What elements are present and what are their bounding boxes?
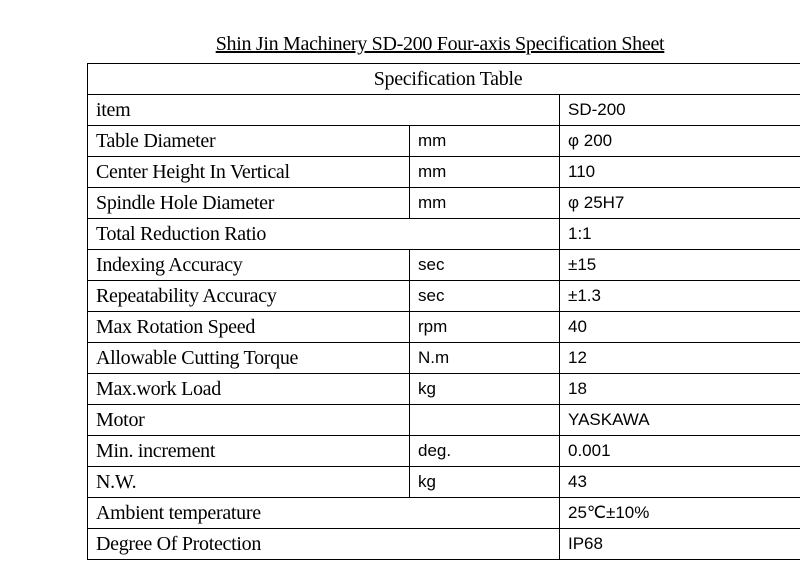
unit-cell: rpm: [410, 312, 560, 343]
value-cell: 25℃±10%: [560, 498, 800, 529]
value-cell: 43: [560, 467, 800, 498]
item-cell: Min. increment: [88, 436, 410, 467]
table-row: [88, 405, 800, 436]
value-cell: YASKAWA: [560, 405, 800, 436]
unit-cell: sec: [410, 281, 560, 312]
item-cell: Motor: [88, 405, 410, 436]
table-row: [88, 436, 800, 467]
item-cell: Center Height In Vertical: [88, 157, 410, 188]
value-cell: 40: [560, 312, 800, 343]
value-cell: ±1.3: [560, 281, 800, 312]
table-row: [88, 281, 800, 312]
value-cell: 12: [560, 343, 800, 374]
value-cell: IP68: [560, 529, 800, 560]
item-cell: Indexing Accuracy: [88, 250, 410, 281]
unit-cell: deg.: [410, 436, 560, 467]
value-cell: 110: [560, 157, 800, 188]
table-row: [88, 188, 800, 219]
value-cell: φ 200: [560, 126, 800, 157]
table-row: [88, 498, 800, 529]
value-cell: 18: [560, 374, 800, 405]
unit-cell: mm: [410, 157, 560, 188]
item-cell: Max.work Load: [88, 374, 410, 405]
table-row: [88, 312, 800, 343]
item-cell: Repeatability Accuracy: [88, 281, 410, 312]
table-caption: Specification Table: [88, 64, 800, 95]
unit-cell: [410, 405, 560, 436]
table-row: [88, 467, 800, 498]
header-item-cell: item: [88, 95, 560, 126]
unit-cell: mm: [410, 126, 560, 157]
item-cell: Degree Of Protection: [88, 529, 560, 560]
unit-cell: sec: [410, 250, 560, 281]
table-caption-row: [88, 64, 800, 95]
table-header-row: [88, 95, 800, 126]
item-cell: Spindle Hole Diameter: [88, 188, 410, 219]
value-cell: ±15: [560, 250, 800, 281]
unit-cell: mm: [410, 188, 560, 219]
item-cell: Allowable Cutting Torque: [88, 343, 410, 374]
item-cell: Table Diameter: [88, 126, 410, 157]
specification-table: [87, 63, 800, 560]
value-cell: φ 25H7: [560, 188, 800, 219]
item-cell: N.W.: [88, 467, 410, 498]
value-cell: 0.001: [560, 436, 800, 467]
unit-cell: kg: [410, 467, 560, 498]
item-cell: Total Reduction Ratio: [88, 219, 560, 250]
unit-cell: N.m: [410, 343, 560, 374]
table-row: [88, 343, 800, 374]
table-row: [88, 374, 800, 405]
header-model-cell: SD-200: [560, 95, 800, 126]
table-row: [88, 157, 800, 188]
item-cell: Max Rotation Speed: [88, 312, 410, 343]
sheet-title: Shin Jin Machinery SD-200 Four-axis Specification Sheet: [215, 33, 665, 55]
table-row: [88, 529, 800, 560]
table-row: [88, 126, 800, 157]
item-cell: Ambient temperature: [88, 498, 560, 529]
unit-cell: kg: [410, 374, 560, 405]
table-row: [88, 250, 800, 281]
value-cell: 1:1: [560, 219, 800, 250]
table-row: [88, 219, 800, 250]
